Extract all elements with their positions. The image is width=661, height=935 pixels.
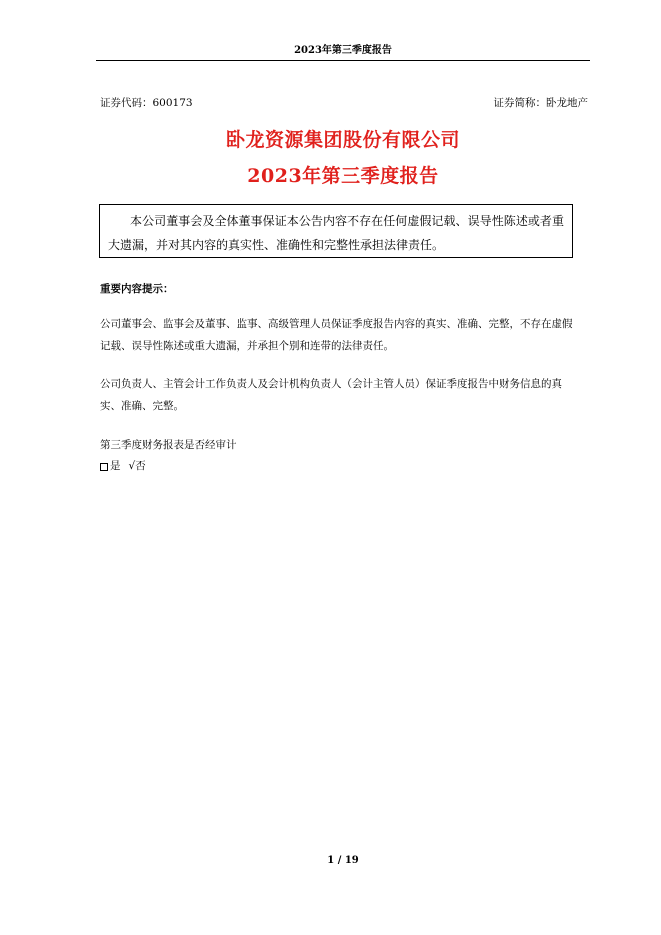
stock-code: 证券代码：600173 bbox=[100, 97, 193, 109]
report-title: 2023年第三季度报告 bbox=[247, 165, 439, 187]
running-header: 2023年第三季度报告 bbox=[294, 45, 392, 56]
audit-options bbox=[100, 458, 146, 474]
option-no-label: √否 bbox=[128, 460, 146, 472]
header-divider bbox=[96, 60, 590, 61]
company-title: 卧龙资源集团股份有限公司 bbox=[225, 129, 460, 151]
option-yes-label: 是 bbox=[110, 460, 121, 472]
financial-guarantee-paragraph: 公司负责人、主管会计工作负责人及会计机构负责人（会计主管人员）保证季度报告中财务信息的真实、准确、完整。 bbox=[100, 378, 562, 412]
audit-question: 第三季度财务报表是否经审计 bbox=[100, 439, 237, 451]
important-notice-heading: 重要内容提示： bbox=[100, 283, 174, 295]
management-guarantee-paragraph: 公司董事会、监事会及董事、监事、高级管理人员保证季度报告内容的真实、准确、完整，不存在虚假记载、误导性陈述或重大遗漏，并承担个别和连带的法律责任。 bbox=[100, 318, 573, 352]
stock-abbreviation: 证券简称：卧龙地产 bbox=[493, 97, 588, 109]
board-statement-box bbox=[99, 204, 573, 258]
board-statement-text: 本公司董事会及全体董事保证本公告内容不存在任何虚假记载、误导性陈述或者重大遗漏，并对其内容的真实性、准确性和完整性承担法律责任。 bbox=[108, 214, 564, 252]
page-number: 1 / 19 bbox=[327, 855, 359, 866]
empty-checkbox-icon bbox=[100, 463, 108, 471]
